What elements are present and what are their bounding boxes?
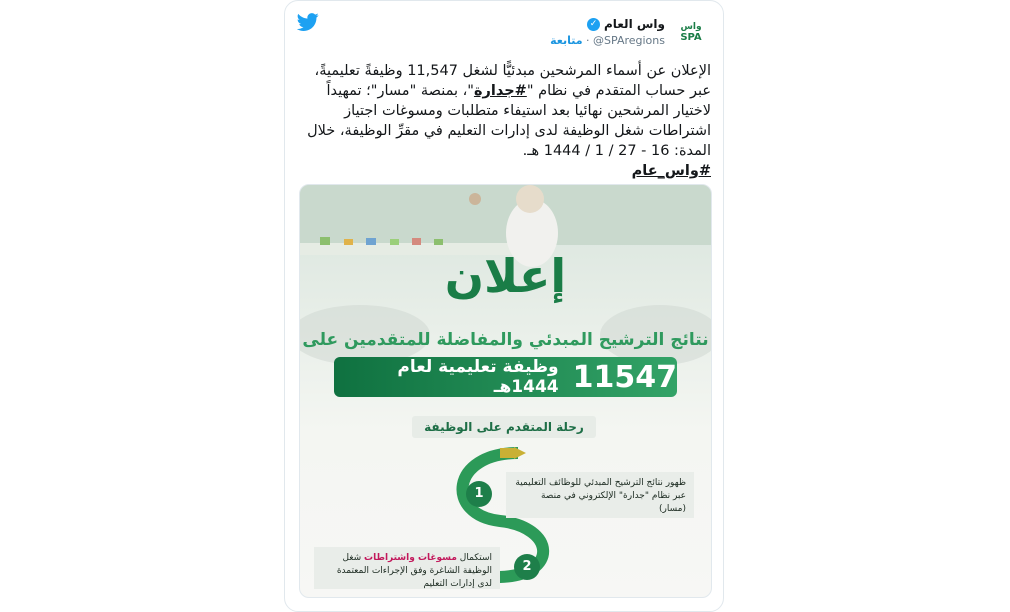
journey-title: رحلة المتقدم على الوظيفة [412,416,596,438]
account-name[interactable]: واس العام [603,17,665,31]
hashtag-jadara[interactable]: #جدارة [473,83,527,99]
infographic-title: إعلان [444,249,567,303]
step-1-text: ظهور نتائج الترشيح المبدئي للوظائف التعليمية عبر نظام "جدارة" الإلكتروني في منصة (مسار) [506,472,694,518]
verified-badge-icon: ✓ [587,18,600,31]
account-info [550,17,665,47]
step-2-highlight: مسوغات واشتراطات [364,553,457,563]
twitter-bird-icon[interactable] [297,11,319,33]
tweet-card [284,0,724,612]
account-handle[interactable]: @SPAregions [593,34,665,47]
step-1-circle: 1 [466,481,492,507]
infographic-banner [334,357,677,397]
infographic-subtitle: نتائج الترشيح المبدئي والمفاضلة للمتقدمين على [302,330,709,350]
svg-text:SPA: SPA [680,32,702,43]
spa-logo[interactable] [675,19,707,43]
step-2-suffix: شغل الوظيفة الشاغرة وفق الإجراءات المعتمدة لدى إدارات التعليم [336,553,492,589]
follow-button[interactable]: متابعة [550,34,583,47]
step-2-circle: 2 [514,554,540,580]
tweet-image[interactable] [299,184,712,598]
tweet-text-part1: الإعلان عن أسماء المرشحين مبدئيًّا لشغل 11,547 وظيفةً تعليميةً، عبر حساب المتقدم في نظام " [314,63,711,99]
step-2-prefix: استكمال [456,553,492,563]
tweet-text [299,61,711,181]
separator: · [586,34,590,47]
banner-number: 11547 [572,359,677,395]
tweet-text-part2: "، بمنصة "مسار"؛ تمهيداً لاختيار المرشحين نهائيا بعد استيفاء متطلبات ومسوغات اجتياز اشتراطات شغل الوظيفة لدى إدارات التعليم في مقرِّ الوظيفة، خلال المدة: 16 - 27 / 1 / 1444 هـ. [307,83,711,159]
hashtag-was-aam[interactable]: #واس_عام [631,163,711,179]
step-2-text [314,547,500,589]
svg-text:واس: واس [680,22,702,32]
banner-text: وظيفة تعليمية لعام 1444هـ [397,357,559,397]
